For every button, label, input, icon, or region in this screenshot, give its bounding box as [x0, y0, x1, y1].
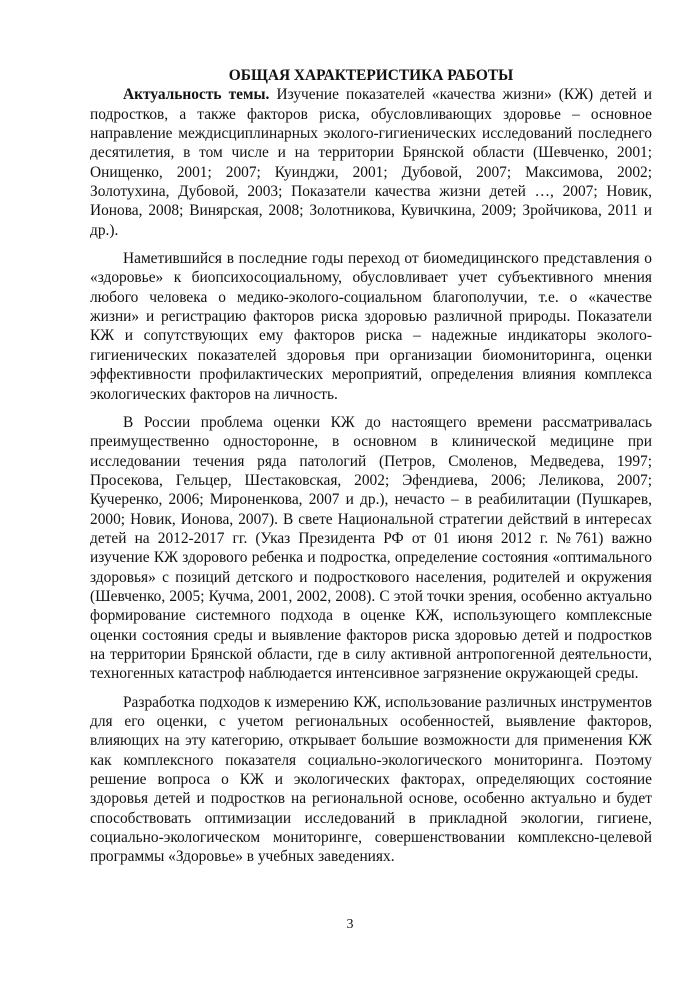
document-title: ОБЩАЯ ХАРАКТЕРИСТИКА РАБОТЫ: [228, 67, 514, 84]
paragraph-gap: [90, 684, 652, 693]
paragraph-relevance: [90, 85, 652, 240]
relevance-heading: Актуальность темы.: [123, 86, 270, 104]
paragraph-gap: [90, 240, 652, 249]
paragraph-approaches: Разработка подходов к измерению КЖ, использование различных инструментов для его оценки, с учетом региональных особенностей, выявление факторов, влияющих на эту категорию, открывает большие возможности для применения КЖ как комплексного показателя социально-экологического мониторинга. Поэтому решение вопроса о КЖ и экологических факторах, определяющих состояние здоровья детей и подростков на региональной основе, особенно актуально и будет способствовать оптимизации исследований в прикладной экологии, гигиене, социально-экологическом мониторинге, совершенствовании комплексно-целевой программы «Здоровье» в учебных заведениях.: [90, 693, 652, 866]
document-page: [90, 66, 652, 867]
paragraph-gap: [90, 404, 652, 413]
page-number: 3: [346, 917, 354, 932]
paragraph-transition: Наметившийся в последние годы переход от биомедицинского представления о «здоровье» к биопсихосоциальному, обусловливает учет субъективного мнения любого человека о медико-эколого-социальном благополучии, т.е. о «качестве жизни» и регистрацию факторов риска здоровью различной природы. Показатели КЖ и сопутствующих ему факторов риска – надежные индикаторы эколого-гигиенических показателей здоровья при организации биомониторинга, оценки эффективности профилактических мероприятий, определения влияния комплекса экологических факторов на личность.: [90, 250, 652, 403]
paragraph-russia: В России проблема оценки КЖ до настоящего времени рассматривалась преимущественно односторонне, в основном в клинической медицине при исследовании течения ряда патологий (Петров, Смоленов, Медведева, 1997; Просекова, Гельцер, Шестаковская, 2002; Эфендиева, 2006; Леликова, 2007; Кучеренко, 2006; Мироненкова, 2007 и др.), нечасто – в реабилитации (Пушкарев, 2000; Новик, Ионова, 2007). В свете Национальной стратегии действий в интересах детей на 2012-2017 гг. (Указ Президента РФ от 01 июня 2012 г. №761) важно изучение КЖ здорового ребенка и подростка, определение состояния «оптимального здоровья» с позиций детского и подросткового населения, родителей и окружения (Шевченко, 2005; Кучма, 2001, 2002, 2008). С этой точки зрения, особенно актуально формирование системного подхода в оценке КЖ, использующего комплексные оценки состояния среды и выявление факторов риска здоровью детей и подростков на территории Брянской области, где в силу активной антропогенной деятельности, техногенных катастроф наблюдается интенсивное загрязнение окружающей среды.: [90, 413, 652, 683]
paragraph-text: Изучение показателей «качества жизни» (КЖ) детей и подростков, а также факторов риска, обусловливающих здоровье – основное направление междисциплинарных эколого-гигиенических исследований последнего десятилетия, в том числе и на территории Брянской области (Шевченко, 2001; Онищенко, 2001; 2007; Куинджи, 2001; Дубовой, 2007; Максимова, 2002; Золотухина, Дубовой, 2003; Показатели качества жизни детей …, 2007; Новик, Ионова, 2008; Винярская, 2008; Золотникова, Кувичкина, 2009; Зройчикова, 2011 и др.).: [90, 86, 652, 239]
